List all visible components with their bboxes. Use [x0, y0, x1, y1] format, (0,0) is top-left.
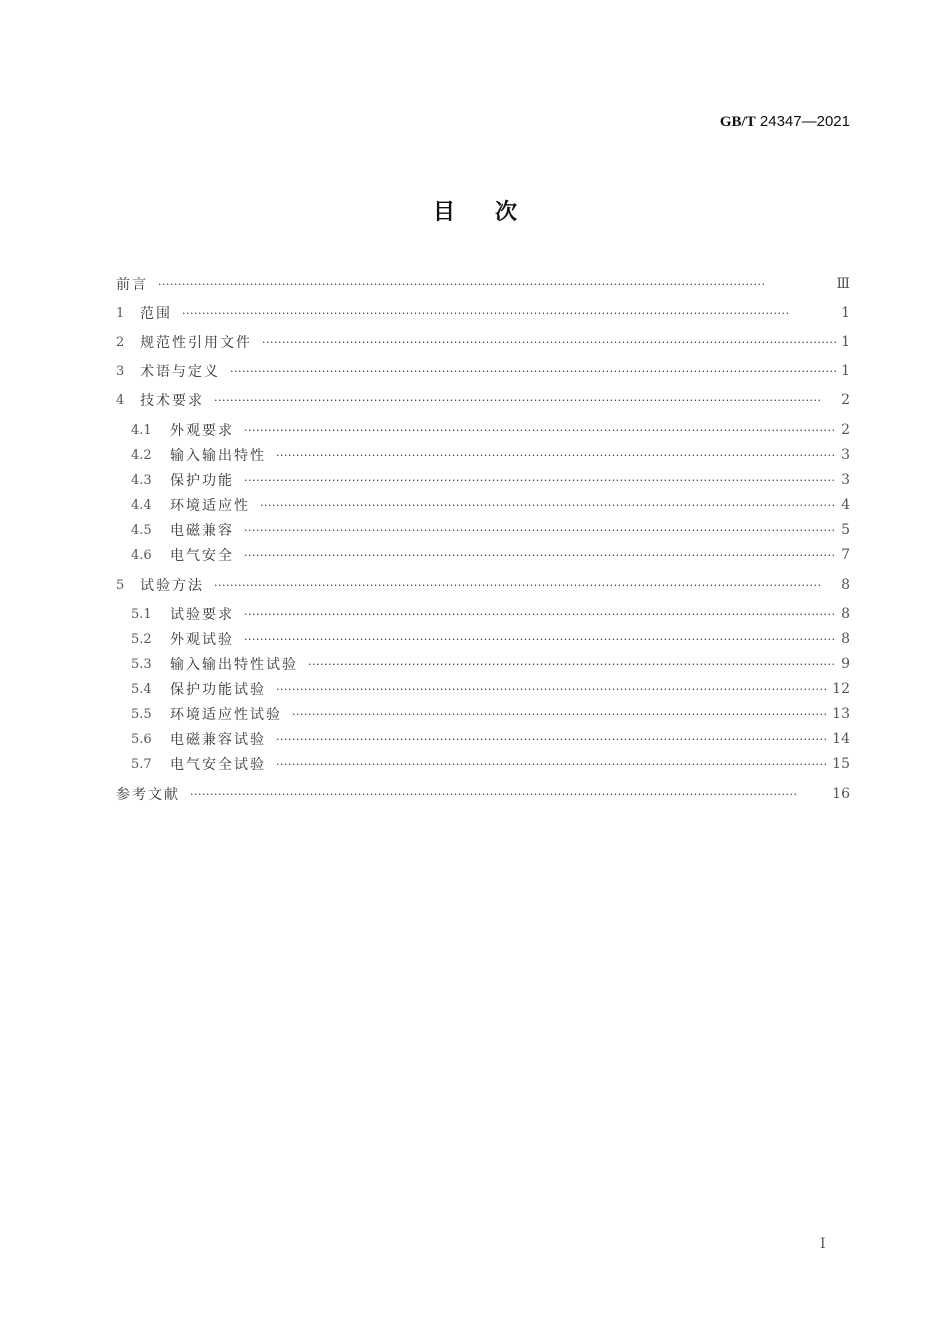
toc-entry-page: 3	[841, 472, 850, 488]
toc-entry-page: 8	[841, 631, 850, 647]
dot-leader	[190, 788, 828, 801]
dot-leader	[182, 307, 836, 320]
toc-entry-label: 试验方法	[140, 578, 204, 594]
toc-entry-label: 技术要求	[140, 393, 204, 409]
toc-entry-label: 试验要求	[170, 607, 234, 623]
toc-entry[interactable]	[131, 468, 850, 492]
toc-entry[interactable]	[116, 573, 850, 597]
toc-entry[interactable]	[116, 388, 850, 412]
dot-leader	[276, 449, 836, 462]
toc-entry[interactable]	[116, 330, 850, 354]
toc-entry-page: 15	[832, 756, 850, 772]
toc-entry-page: 9	[841, 656, 850, 672]
standard-code-number: 24347—2021	[759, 113, 850, 130]
toc-entry-label: 电磁兼容	[170, 523, 234, 539]
toc-entry-label: 电气安全	[170, 548, 234, 564]
toc-entry-number: 5.5	[131, 706, 152, 722]
toc-entry-number: 5.3	[131, 656, 152, 672]
toc-entry-number: 4.5	[131, 522, 152, 538]
toc-entry-number: 4.2	[131, 447, 152, 463]
toc-entry-page: 4	[841, 497, 850, 513]
toc-entry-number: 4	[116, 392, 125, 408]
toc-entry-label: 外观要求	[170, 423, 234, 439]
toc-entry-page: 12	[832, 681, 850, 697]
dot-leader	[260, 499, 836, 512]
toc-entry[interactable]	[131, 652, 850, 676]
toc-entry[interactable]	[131, 727, 850, 751]
toc-entry-number: 4.1	[131, 422, 152, 438]
toc-entry-page: 16	[832, 786, 850, 802]
dot-leader	[262, 336, 836, 349]
toc-entry-number: 5	[116, 577, 125, 593]
toc-entry[interactable]	[131, 627, 850, 651]
dot-leader	[276, 683, 828, 696]
toc-entry[interactable]	[116, 301, 850, 325]
toc-entry-label: 保护功能试验	[170, 682, 266, 698]
toc-entry-label: 电磁兼容试验	[170, 732, 266, 748]
dot-leader	[276, 733, 828, 746]
dot-leader	[214, 394, 836, 407]
toc-entry[interactable]	[131, 518, 850, 542]
toc-entry-page: 1	[841, 305, 850, 321]
toc-entry[interactable]	[131, 543, 850, 567]
toc-entry-page: 7	[841, 547, 850, 563]
dot-leader	[244, 608, 836, 621]
standard-code	[720, 113, 850, 131]
toc-entry-number: 2	[116, 334, 125, 350]
toc-entry-number: 4.4	[131, 497, 152, 513]
toc-entry-label: 范围	[140, 306, 172, 322]
toc-entry-page: 2	[841, 422, 850, 438]
dot-leader	[292, 708, 828, 721]
toc-entry-label: 保护功能	[170, 473, 234, 489]
toc-entry[interactable]	[116, 359, 850, 383]
toc-entry-number: 1	[116, 305, 125, 321]
toc-entry-label: 参考文献	[116, 787, 180, 803]
toc-entry-label: 外观试验	[170, 632, 234, 648]
toc-entry-label: 规范性引用文件	[140, 335, 252, 351]
dot-leader	[308, 658, 836, 671]
toc-entry-label: 环境适应性试验	[170, 707, 282, 723]
dot-leader	[244, 424, 836, 437]
dot-leader	[276, 758, 828, 771]
toc-entry[interactable]	[116, 782, 850, 806]
toc-entry-page: 1	[841, 334, 850, 350]
toc-entry-label: 电气安全试验	[170, 757, 266, 773]
toc-entry-label: 环境适应性	[170, 498, 250, 514]
toc-entry-page: 5	[841, 522, 850, 538]
toc-entry-page: 2	[841, 392, 850, 408]
toc-entry-number: 4.3	[131, 472, 152, 488]
toc-entry-label: 输入输出特性试验	[170, 657, 298, 673]
dot-leader	[244, 633, 836, 646]
toc-entry-page: 14	[832, 731, 850, 747]
toc-entry-number: 5.7	[131, 756, 152, 772]
toc-entry-label: 输入输出特性	[170, 448, 266, 464]
toc-entry[interactable]	[131, 418, 850, 442]
toc-entry-number: 4.6	[131, 547, 152, 563]
toc-entry[interactable]	[131, 602, 850, 626]
toc-entry-number: 5.4	[131, 681, 152, 697]
toc-entry-number: 5.6	[131, 731, 152, 747]
toc-entry-number: 5.2	[131, 631, 152, 647]
toc-entry-page: 1	[841, 363, 850, 379]
toc-entry[interactable]	[131, 702, 850, 726]
toc-entry-page: 8	[841, 606, 850, 622]
toc-entry[interactable]	[131, 493, 850, 517]
toc-entry-page: 13	[832, 706, 850, 722]
dot-leader	[244, 549, 836, 562]
toc-entry-page: Ⅲ	[836, 276, 850, 292]
dot-leader	[158, 278, 832, 291]
toc-entry-number: 5.1	[131, 606, 152, 622]
standard-code-prefix: GB/T	[719, 114, 756, 130]
dot-leader	[230, 365, 836, 378]
toc-entry-page: 8	[841, 577, 850, 593]
page-title: 目次	[432, 200, 557, 225]
toc-entry[interactable]	[131, 677, 850, 701]
dot-leader	[214, 579, 836, 592]
toc-entry-page: 3	[841, 447, 850, 463]
toc-entry[interactable]	[131, 443, 850, 467]
toc-entry[interactable]	[131, 752, 850, 776]
toc-entry-label: 前言	[116, 277, 148, 293]
toc-entry-label: 术语与定义	[140, 364, 220, 380]
dot-leader	[244, 524, 836, 537]
toc-entry[interactable]	[116, 272, 850, 296]
dot-leader	[244, 474, 836, 487]
toc-entry-number: 3	[116, 363, 125, 379]
footer-page-number: Ⅰ	[820, 1236, 826, 1252]
